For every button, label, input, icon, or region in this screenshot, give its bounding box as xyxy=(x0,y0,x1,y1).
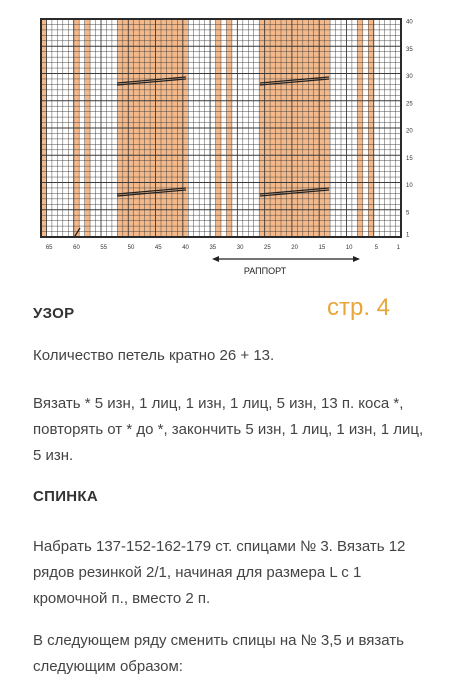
page-number-label: стр. 4 xyxy=(327,294,391,321)
stitch-number-label: 30 xyxy=(236,245,244,251)
row-number-label: 10 xyxy=(406,183,413,190)
stitch-number-label: 40 xyxy=(182,245,189,251)
stitch-number-label: 25 xyxy=(264,245,271,251)
row-number-label: 1 xyxy=(406,232,410,239)
stitch-number-label: 65 xyxy=(45,245,53,251)
row-number-label: 15 xyxy=(406,155,413,162)
stitch-number-label: 45 xyxy=(154,245,162,251)
stitch-number-label: 10 xyxy=(345,245,353,251)
stitch-number-label: 60 xyxy=(73,245,80,251)
row-number-label: 20 xyxy=(406,128,413,135)
back-next-row-instructions: В следующем ряду сменить спицы на № 3,5 и вязать следующим образом: xyxy=(33,632,404,675)
stitch-number-label: 5 xyxy=(374,245,379,251)
stitch-number-label: 50 xyxy=(127,245,135,251)
stitch-number-label: 1 xyxy=(396,245,400,251)
row-number-label: 30 xyxy=(406,74,413,81)
pattern-instructions: Вязать * 5 изн, 1 лиц, 1 изн, 1 лиц, 5 изн, 13 п. коса *, повторять от * до *, закончить 5 изн, 1 лиц, 1 изн, 1 лиц, 5 изн. xyxy=(33,395,424,464)
back-heading: СПИНКА xyxy=(33,488,99,505)
back-cast-on-instructions: Набрать 137-152-162-179 ст. спицами № 3. Вязать 12 рядов резинкой 2/1, начиная для размера L с 1 кромочной п., вместо 2 п. xyxy=(33,538,406,607)
row-number-label: 25 xyxy=(406,101,413,108)
knitting-chart xyxy=(0,0,458,275)
row-number-label: 40 xyxy=(406,19,413,26)
stitch-number-label: 35 xyxy=(209,245,217,251)
pattern-heading: УЗОР xyxy=(33,305,75,322)
repeat-label: РАППОРТ xyxy=(243,266,287,275)
row-number-label: 5 xyxy=(406,210,410,217)
repeat-indicator xyxy=(212,256,360,275)
row-number-label: 35 xyxy=(406,46,413,53)
stitch-number-label: 15 xyxy=(318,245,326,251)
stitch-number-label: 20 xyxy=(291,245,298,251)
stitch-number-label: 55 xyxy=(100,245,108,251)
pattern-stitch-count: Количество петель кратно 26 + 13. xyxy=(33,347,275,364)
